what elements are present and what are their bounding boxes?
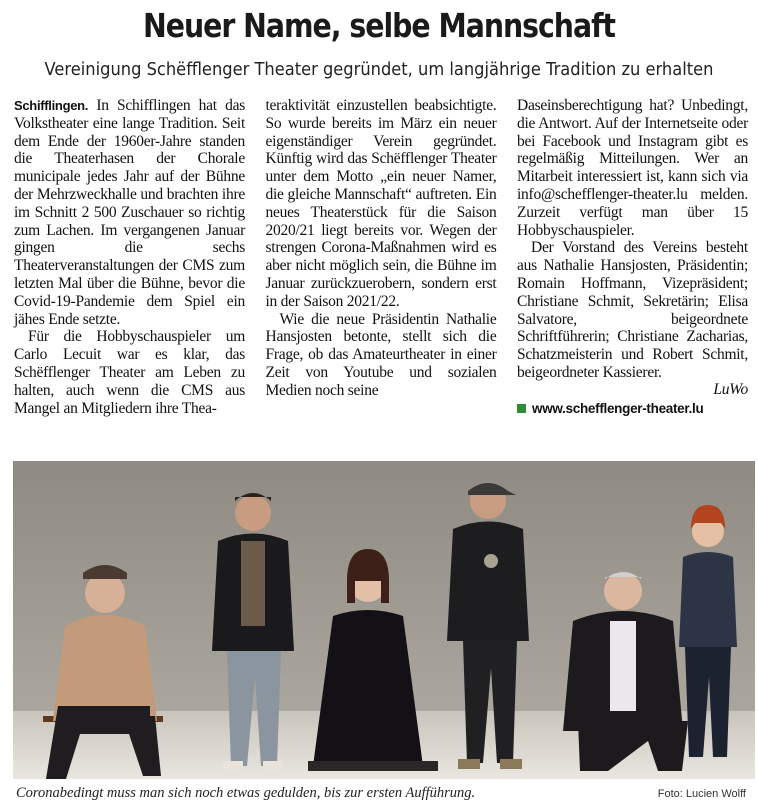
paragraph [14, 97, 245, 328]
group-photo [13, 461, 755, 779]
paragraph-text: In Schifflingen hat das Volkstheater eine lange Tradition. Seit dem Ende der 1960er-Jahre standen die Theaterhasen der Chorale municipale jedes Jahr auf der Bühne der Mehrzweckhalle und brachten ihre im Schnitt 2 500 Zuschauer so richtig zum Lachen. Im vergangenen Januar gingen die sechs Theaterveranstaltungen der CMS zum letzten Mal über die Bühne, bevor die Covid-19-Pandemie dem Spiel ein jähes Ende setzte. [14, 97, 245, 328]
green-square-icon [517, 404, 526, 413]
column-1 [14, 97, 245, 447]
paragraph: Wie die neue Präsidentin Nathalie Hansjosten betonte, stellt sich die Frage, ob das Amateurtheater in einer Zeit von Youtube und sozialen Medien noch seine [265, 310, 497, 399]
column-2 [266, 97, 497, 447]
photo-credit: Foto: Lucien Wolff [657, 788, 746, 800]
website-link[interactable] [517, 400, 748, 418]
headline: Neuer Name, selbe Mannschaft [143, 6, 615, 45]
author-signature: LuWo [713, 380, 748, 398]
paragraph: Daseinsberechtigung hat? Unbedingt, die Antwort. Auf der Internetseite oder bei Facebook und Instagram gibt es regelmäßig Mitteilungen. Wer an Mitarbeit interessiert ist, kann sich via info@schefflenger-theater.lu melden. Zurzeit verfügt man über 15 Hobbyschauspieler. [517, 97, 748, 239]
paragraph: teraktivität einzustellen beabsichtigte. So wurde bereits im März ein neuer eigenständiger Verein gegründet. Künftig wird das Schëfflenger Theater unter dem Motto „ein neuer Namer, die gleiche Mannschaft“ auftreten. Ein neues Theaterstück für die Saison 2020/21 liegt bereits vor. Wegen der strengen Corona-Maßnahmen wird es aber nicht möglich sein, die Bühne im Januar zurückzuerobern, sondern erst in der Saison 2021/22. [265, 97, 497, 310]
dateline: Schifflingen. [14, 98, 89, 113]
article-body [14, 97, 748, 447]
website-text: www.schefflenger-theater.lu [532, 400, 704, 416]
column-3 [517, 97, 748, 447]
subheadline: Vereinigung Schëfflenger Theater gegründet, um langjährige Tradition zu erhalten [44, 60, 714, 80]
photo-caption: Coronabedingt muss man sich noch etwas gedulden, bis zur ersten Aufführung. [16, 785, 476, 801]
paragraph: Für die Hobbyschauspieler um Carlo Lecuit war es klar, das Schëfflenger Theater am Leben zu halten, auch wenn die CMS aus Mangel an Mitgliedern ihre Thea- [14, 328, 245, 417]
group-photo-illustration [13, 461, 755, 779]
paragraph: Der Vorstand des Vereins besteht aus Nathalie Hansjosten, Präsidentin; Romain Hoffmann, Vizepräsident; Christiane Schmit, Sekretärin; Elisa Salvatore, beigeordnete Schriftführerin; Christiane Zacharias, Schatzmeisterin und Robert Schmit, beigeordneter Kassierer. [517, 239, 748, 381]
